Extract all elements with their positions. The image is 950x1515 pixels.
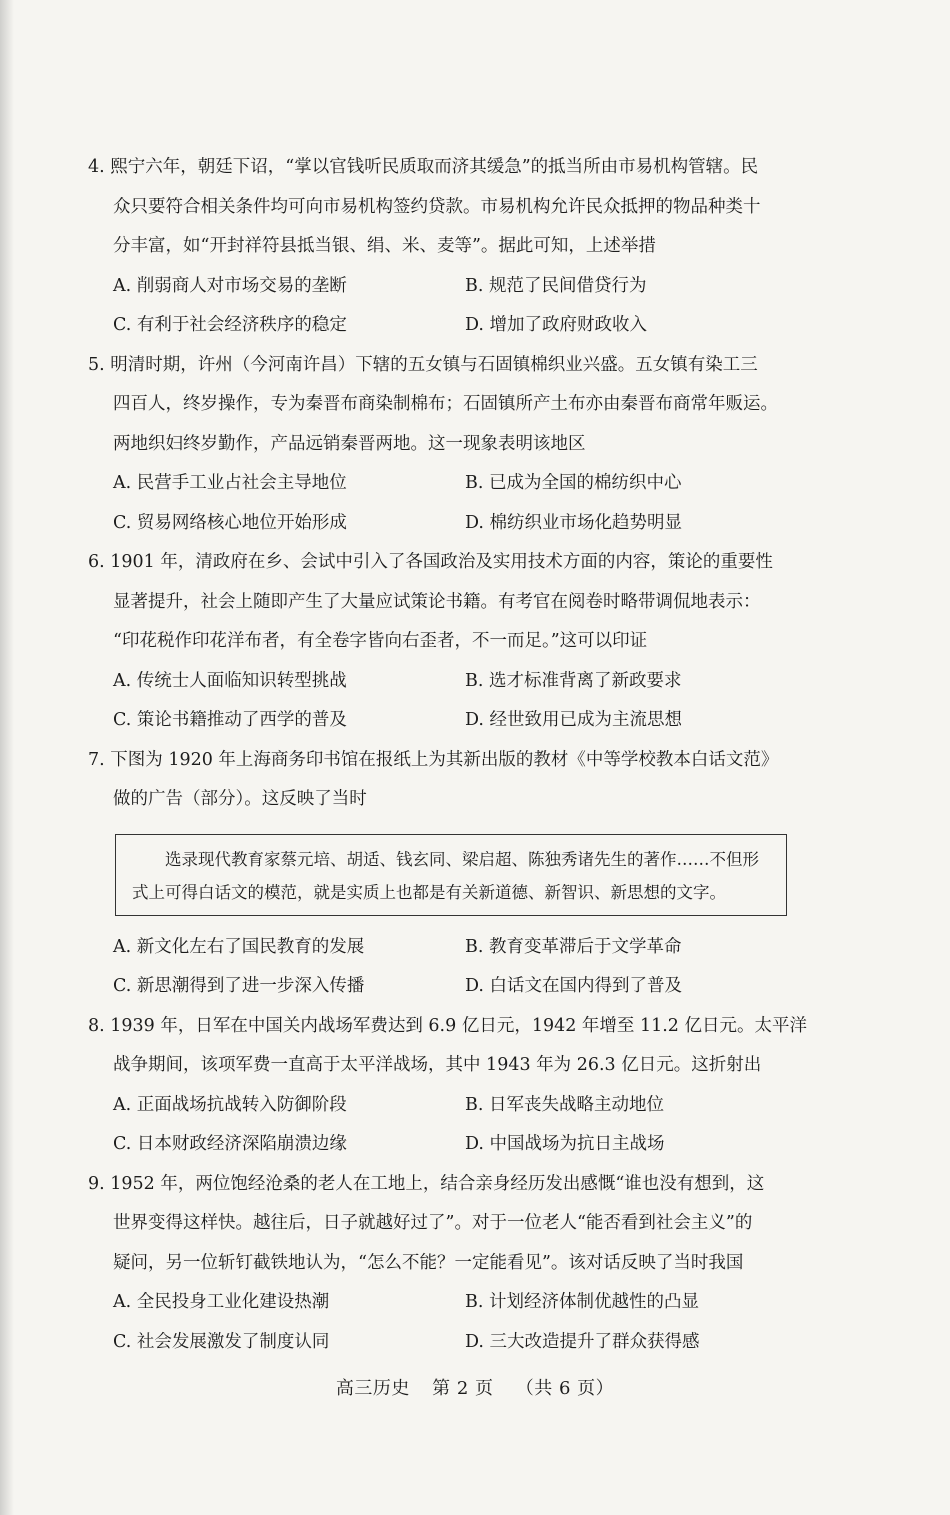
option-a: A. 民营手工业占社会主导地位 [113,473,347,493]
question-5-line-3: 两地织妇终岁勤作，产品远销秦晋两地。这一现象表明该地区 [113,433,586,454]
option-a: A. 新文化左右了国民教育的发展 [113,936,365,957]
question-8-options-row-2 [88,1125,818,1165]
question-5 [88,346,818,544]
question-9-line-1: 9. 1952 年，两位饱经沧桑的老人在工地上，结合亲身经历发出感慨“谁也没有想到，这 [88,1173,765,1194]
option-b: B. 教育变革滞后于文学革命 [465,936,682,957]
question-4-line-2: 众只要符合相关条件均可向市易机构签约贷款。市易机构允许民众抵押的物品种类十 [113,196,761,217]
question-8-options-row-1 [88,1086,818,1126]
page-edge-shadow [0,0,14,1515]
question-9-options-row-2 [88,1323,818,1363]
option-a: A. 传统士人面临知识转型挑战 [113,670,347,691]
question-8-line-2: 战争期间，该项军费一直高于太平洋战场，其中 1943 年为 26.3 亿日元。这折射出 [113,1055,762,1075]
question-9 [88,1165,818,1363]
option-c: C. 新思潮得到了进一步深入传播 [113,976,365,996]
page-footer [0,1374,950,1400]
option-a: A. 削弱商人对市场交易的垄断 [113,275,347,296]
option-c: C. 社会发展激发了制度认同 [113,1331,330,1352]
question-8 [88,1007,818,1165]
option-b: B. 日军丧失战略主动地位 [465,1094,664,1115]
advertisement-excerpt-box [115,834,787,916]
option-b: B. 已成为全国的棉纺织中心 [465,473,682,493]
question-9-line-3: 疑问，另一位斩钉截铁地认为，“怎么不能？一定能看见”。该对话反映了当时我国 [113,1252,744,1273]
option-d: D. 增加了政府财政收入 [465,315,648,335]
question-4-line-1: 4. 熙宁六年，朝廷下诏，“掌以官钱听民质取而济其缓急”的抵当所由市易机构管辖。民 [88,157,759,177]
option-a: A. 正面战场抗战转入防御阶段 [113,1094,347,1115]
question-7-options-row-1 [88,928,818,968]
question-5-options-row-1 [88,464,818,504]
option-a: A. 全民投身工业化建设热潮 [113,1292,330,1312]
question-7 [88,741,818,1007]
option-c: C. 贸易网络核心地位开始形成 [113,512,347,533]
question-4-options-row-1 [88,267,818,307]
option-c: C. 策论书籍推动了西学的普及 [113,710,347,730]
option-b: B. 选才标准背离了新政要求 [465,670,682,691]
option-c: C. 日本财政经济深陷崩溃边缘 [113,1134,347,1154]
footer-subject: 高三历史 [335,1378,410,1399]
question-7-line-2: 做的广告（部分）。这反映了当时 [113,789,367,809]
option-d: D. 经世致用已成为主流思想 [465,710,683,730]
advertisement-line-2: 式上可得白话文的模范，就是实质上也都是有关新道德、新智识、新思想的文字。 [132,882,726,902]
question-6-line-1: 6. 1901 年，清政府在乡、会试中引入了各国政治及实用技术方面的内容，策论的重要性 [88,552,773,572]
question-6-line-2: 显著提升，社会上随即产生了大量应试策论书籍。有考官在阅卷时略带调侃地表示： [113,591,761,612]
question-7-options-row-2 [88,967,818,1007]
question-5-line-1: 5. 明清时期，许州（今河南许昌）下辖的五女镇与石固镇棉织业兴盛。五女镇有染工三 [88,354,758,375]
footer-total-pages: （共 6 页） [515,1378,615,1399]
question-7-line-1: 7. 下图为 1920 年上海商务印书馆在报纸上为其新出版的教材《中等学校教本白话文范》 [88,749,779,770]
option-b: B. 规范了民间借贷行为 [465,275,647,296]
question-8-line-1: 8. 1939 年，日军在中国关内战场军费达到 6.9 亿日元，1942 年增至 11.2 亿日元。太平洋 [88,1015,808,1036]
question-9-options-row-1 [88,1283,818,1323]
question-9-line-2: 世界变得这样快。越往后，日子就越好过了”。对于一位老人“能否看到社会主义”的 [113,1213,753,1233]
question-6-line-3: “印花税作印花洋布者，有全卷字皆向右歪者，不一而足。”这可以印证 [113,631,648,651]
option-b: B. 计划经济体制优越性的凸显 [465,1292,699,1312]
question-6-options-row-1 [88,662,818,702]
option-d: D. 棉纺织业市场化趋势明显 [465,512,683,533]
question-4-options-row-2 [88,306,818,346]
footer-page-number: 第 2 页 [432,1378,494,1399]
option-d: D. 三大改造提升了群众获得感 [465,1331,700,1352]
exam-content [88,148,818,1362]
option-c: C. 有利于社会经济秩序的稳定 [113,315,347,335]
option-d: D. 中国战场为抗日主战场 [465,1134,665,1154]
question-4 [88,148,818,346]
option-d: D. 白话文在国内得到了普及 [465,976,683,996]
question-4-line-3: 分丰富，如“开封祥符县抵当银、绢、米、麦等”。据此可知，上述举措 [113,236,656,256]
question-5-line-2: 四百人，终岁操作，专为秦晋布商染制棉布；石固镇所产土布亦由秦晋布商常年贩运。 [113,394,778,414]
question-5-options-row-2 [88,504,818,544]
advertisement-line-1: 选录现代教育家蔡元培、胡适、钱玄同、梁启超、陈独秀诸先生的著作……不但形 [165,849,759,869]
question-6 [88,543,818,741]
question-6-options-row-2 [88,701,818,741]
